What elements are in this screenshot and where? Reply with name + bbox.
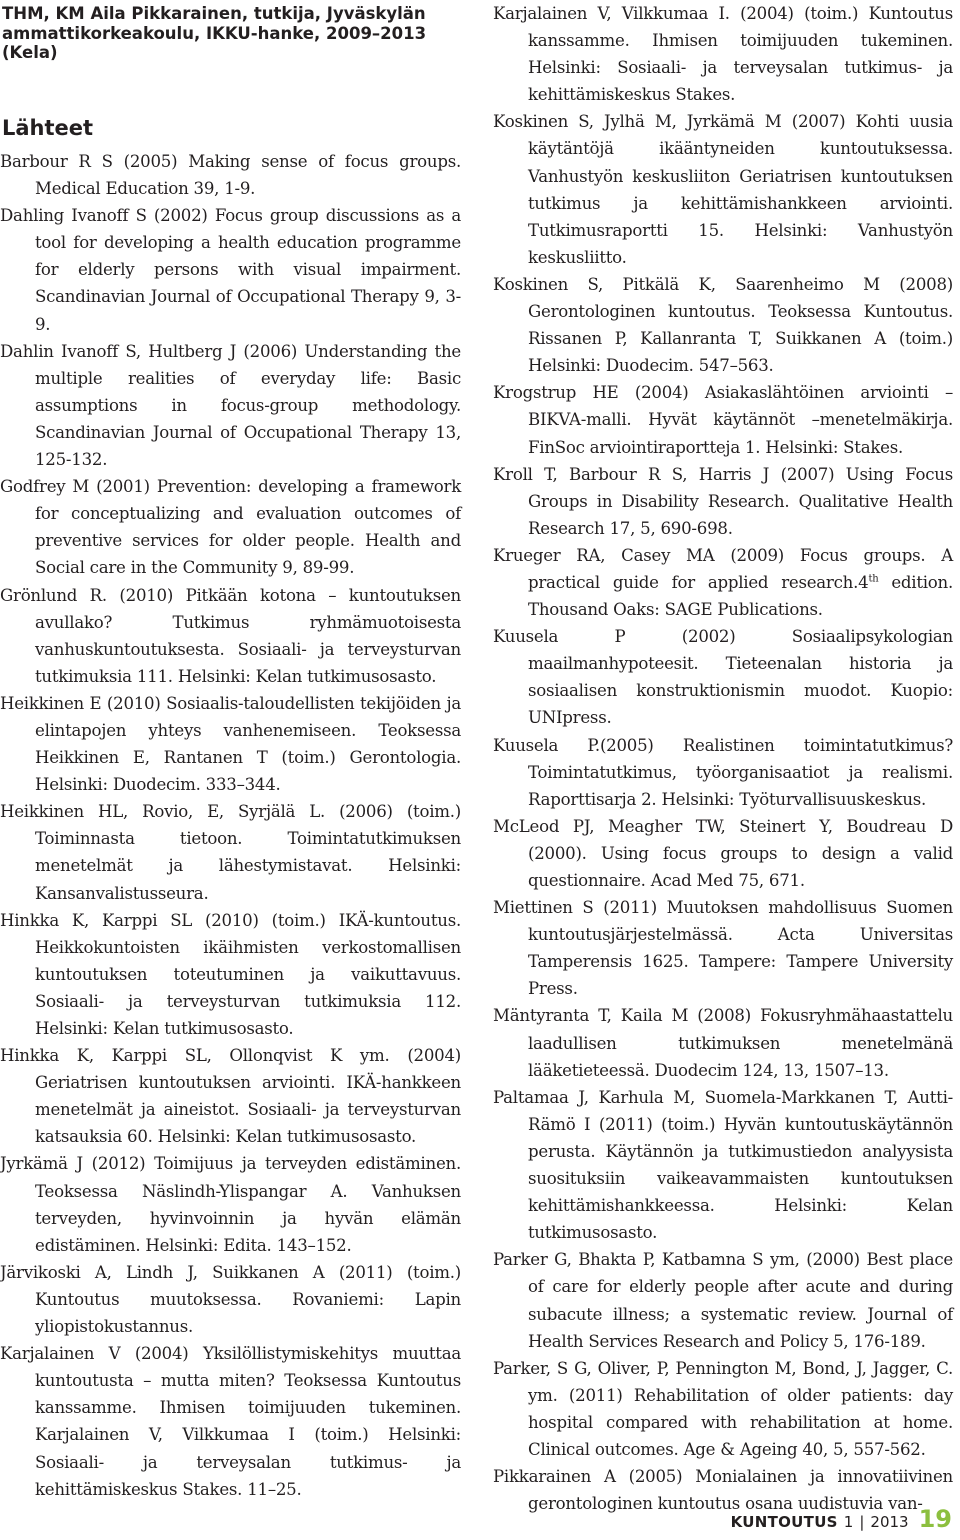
- reference-entry: Karjalainen V, Vilkkumaa I. (2004) (toim.) Kuntoutus kanssamme. Ihmisen toimijuuden tukeminen. Helsinki: Sosiaali- ja terveysalan tutkimus- ja kehittämiskeskus Stakes.: [493, 4, 953, 105]
- reference-entry: Paltamaa J, Karhula M, Suomela-Markkanen T, Autti-Rämö I (2011) (toim.) Hyvän kuntoutuskäytännön perusta. Käytännön ja tutkimustiedon analyysista suosituksiin vaikeavammaisten kuntoutuksen kehittämishankkeessa. Helsinki: Kelan tutkimusosasto.: [493, 1087, 953, 1243]
- reference-entry: McLeod PJ, Meagher TW, Steinert Y, Boudreau D (2000). Using focus groups to design a valid questionnaire. Acad Med 75, 671.: [493, 816, 953, 890]
- reference-entry: Heikkinen HL, Rovio, E, Syrjälä L. (2006) (toim.) Toiminnasta tietoon. Toimintatutkimuksen menetelmät ja lähestymistavat. Helsinki: Kansanvalistusseura.: [0, 802, 461, 903]
- reference-entry: Dahlin Ivanoff S, Hultberg J (2006) Understanding the multiple realities of everyday life: Basic assumptions in focus-group methodology. Scandinavian Journal of Occupational Therapy 13, 125-132.: [0, 341, 461, 470]
- reference-entry: Jyrkämä J (2012) Toimijuus ja terveyden edistäminen. Teoksessa Näslindh-Ylispangar A. Vanhuksen terveyden, hyvinvoinnin ja hyvän elämän edistäminen. Helsinki: Edita. 143–152.: [0, 1154, 461, 1255]
- page-footer: [731, 1505, 952, 1533]
- reference-entry: Godfrey M (2001) Prevention: developing a framework for conceptualizing and evaluation outcomes of preventive services for older people. Health and Social care in the Community 9, 89-99.: [0, 477, 461, 578]
- reference-entry: Miettinen S (2011) Muutoksen mahdollisuus Suomen kuntoutusjärjestelmässä. Acta Universitas Tamperensis 1625. Tampere: Tampere University Press.: [493, 898, 953, 999]
- references-right-column: [493, 0, 953, 1517]
- author-affiliation-note: THM, KM Aila Pikkarainen, tutkija, Jyväskylän ammattikorkeakoulu, IKKU-hanke, 2009–2013 (Kela): [2, 4, 427, 62]
- reference-entry: Karjalainen V (2004) Yksilöllistymiskehitys muuttaa kuntoutusta – mutta miten? Teoksessa Kuntoutus kanssamme. Ihmisen toimijuuden tukeminen. Karjalainen V, Vilkkumaa I (toim.) Helsinki: Sosiaali- ja terveysalan tutkimus- ja kehittämiskeskus Stakes. 11–25.: [0, 1344, 461, 1499]
- references-heading: Lähteet: [2, 116, 94, 140]
- journal-name: KUNTOUTUS: [730, 1513, 838, 1531]
- reference-text: edition. Thousand Oaks: SAGE Publications.: [528, 572, 954, 620]
- reference-entry: Järvikoski A, Lindh J, Suikkanen A (2011) (toim.) Kuntoutus muutoksessa. Rovaniemi: Lapin yliopistokustannus.: [0, 1262, 461, 1337]
- reference-entry: Parker G, Bhakta P, Katbamna S ym, (2000) Best place of care for elderly people after acute and during subacute illness; a systematic review. Journal of Health Services Research and Policy 5, 176-189.: [493, 1250, 953, 1351]
- reference-entry: Kuusela P (2002) Sosiaalipsykologian maailmanhypoteesit. Tieteenalan historia ja sosiaalisen konstruktionismin muodot. Kuopio: UNIpress.: [493, 627, 953, 728]
- reference-entry: Mäntyranta T, Kaila M (2008) Fokusryhmähaastattelu laadullisen tutkimuksen menetelmänä lääketieteessä. Duodecim 124, 13, 1507–13.: [493, 1006, 953, 1080]
- reference-entry: Hinkka K, Karppi SL (2010) (toim.) IKÄ-kuntoutus. Heikkokuntoisten ikäihmisten verkostomallisen kuntoutuksen toteutuminen ja vaikuttavuus. Sosiaali- ja terveysturvan tutkimuksia 112. Helsinki: Kelan tutkimusosasto.: [0, 910, 461, 1038]
- issue-number: 1: [843, 1513, 854, 1531]
- footer-separator: |: [859, 1513, 865, 1531]
- reference-entry: Koskinen S, Pitkälä K, Saarenheimo M (2008) Gerontologinen kuntoutus. Teoksessa Kuntoutus. Rissanen P, Kallanranta T, Suikkanen A (toim.) Helsinki: Duodecim. 547–563.: [493, 274, 953, 376]
- reference-entry: Kroll T, Barbour R S, Harris J (2007) Using Focus Groups in Disability Research. Qualitative Health Research 17, 5, 690-698.: [493, 464, 953, 538]
- reference-entry: Hinkka K, Karppi SL, Ollonqvist K ym. (2004) Geriatrisen kuntoutuksen arviointi. IKÄ-hankkeen menetelmät ja aineistot. Sosiaali- ja terveysturvan katsauksia 60. Helsinki: Kelan tutkimusosasto.: [0, 1046, 461, 1147]
- reference-text: Krueger RA, Casey MA (2009) Focus groups. A practical guide for applied research.4: [493, 545, 953, 592]
- reference-entry: Heikkinen E (2010) Sosiaalis-taloudellisten tekijöiden ja elintapojen yhteys vanhenemiseen. Teoksessa Heikkinen E, Rantanen T (toim.) Gerontologia. Helsinki: Duodecim. 333–344.: [0, 693, 461, 795]
- ordinal-superscript: th: [868, 573, 879, 585]
- reference-entry: Barbour R S (2005) Making sense of focus groups. Medical Education 39, 1-9.: [0, 152, 461, 199]
- reference-entry: Koskinen S, Jylhä M, Jyrkämä M (2007) Kohti uusia käytäntöjä ikääntyneiden kuntoutuksessa. Vanhustyön keskusliiton Geriatrisen kuntoutuksen tutkimus ja kehittämishankkeen arviointi. Tutkimusraportti 15. Helsinki: Vanhustyön keskusliitto.: [493, 112, 953, 267]
- reference-entry: Grönlund R. (2010) Pitkään kotona – kuntoutuksen avullako? Tutkimus ryhmämuotoisesta vanhuskuntoutuksesta. Sosiaali- ja terveysturvan tutkimuksia 111. Helsinki: Kelan tutkimusosasto.: [0, 585, 461, 686]
- page-number: 19: [918, 1505, 952, 1533]
- issue-year: 2013: [870, 1513, 909, 1531]
- reference-entry: Parker, S G, Oliver, P, Pennington M, Bond, J, Jagger, C. ym. (2011) Rehabilitation of older patients: day hospital compared with rehabilitation at home. Clinical outcomes. Age & Ageing 40, 5, 557-562.: [493, 1358, 953, 1459]
- reference-entry: Krogstrup HE (2004) Asiakaslähtöinen arviointi – BIKVA-malli. Hyvät käytännöt –menetelmäkirja. FinSoc arviointiraportteja 1. Helsinki: Stakes.: [493, 383, 953, 457]
- reference-entry: Dahling Ivanoff S (2002) Focus group discussions as a tool for developing a health education programme for elderly persons with visual impairment. Scandinavian Journal of Occupational Therapy 9, 3-9.: [0, 206, 461, 334]
- reference-entry-krueger: [493, 542, 953, 623]
- reference-entry: Pikkarainen A (2005) Monialainen ja innovatiivinen gerontologinen kuntoutus osana uudistuvia van-: [493, 1467, 953, 1514]
- references-left-column: [0, 148, 461, 1503]
- reference-entry: Kuusela P.(2005) Realistinen toimintatutkimus? Toimintatutkimus, työorganisaatiot ja realismi. Raporttisarja 2. Helsinki: Työturvallisuuskeskus.: [493, 735, 953, 809]
